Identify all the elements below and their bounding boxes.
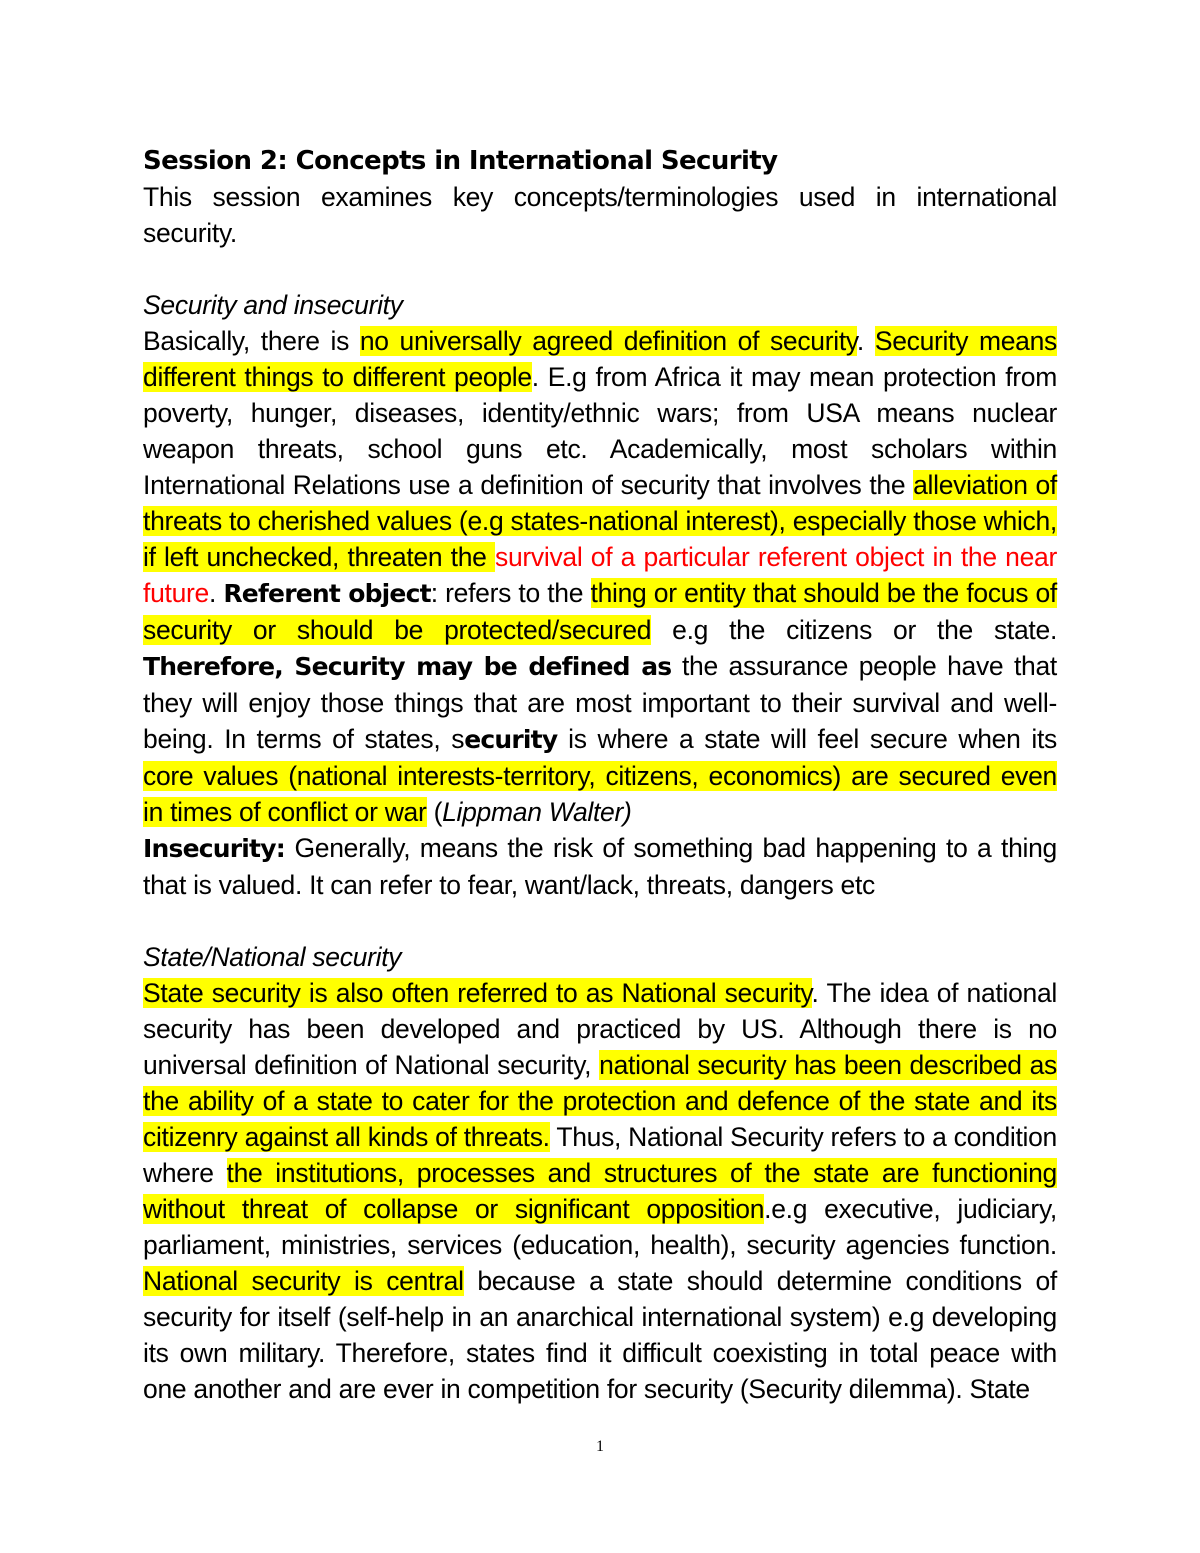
document-body (143, 143, 1057, 1407)
bold-term-security: ecurity (464, 725, 558, 754)
security-definition-paragraph (143, 323, 1057, 830)
highlighted-text: the institutions, processes and structures of the state are functioning without threat of collapse or significant opposition (143, 1158, 1057, 1224)
insecurity-paragraph (143, 830, 1057, 903)
highlighted-text: national security has been described as the ability of a state to cater for the protection and defence of the state and its citizenry against all kinds of threats. (143, 1050, 1057, 1152)
intro-paragraph: This session examines key concepts/terminologies used in international security. (143, 182, 1057, 248)
highlighted-text: thing or entity that should be the focus of security or should be protected/secured (143, 578, 1057, 645)
text-run: because a state should determine conditions of security for itself (self-help in an anarchical international system) e.g developing its own military. Therefore, states find it difficult coexisting in total peace with one another and are ever in competition for security (Security dilemma). State (143, 1266, 1057, 1404)
citation-text: Lippman Walter) (442, 797, 632, 827)
highlighted-text: alleviation of threats to cherished values (e.g states-national interest), especially those which, if left unchecked, threaten the (143, 470, 1057, 572)
national-security-paragraph (143, 975, 1057, 1407)
highlighted-text: Security means different things to different people (143, 326, 1057, 392)
bold-definition-lead: Therefore, Security may be defined as (143, 652, 672, 681)
bold-term-referent-object: Referent object (223, 579, 431, 608)
paragraph-spacer (143, 903, 1057, 939)
session-title: Session 2: Concepts in International Security (143, 146, 778, 176)
text-run: . (856, 326, 875, 356)
text-run: the assurance people have that they will enjoy those things that are most important to their survival and well-being. In terms of states, s (143, 651, 1057, 754)
highlighted-text: State security is also often referred to as National security (143, 978, 812, 1008)
text-run: Basically, there is (143, 326, 360, 356)
highlighted-text: core values (national interests-territory, citizens, economics) are secured even in times of conflict or war (143, 761, 1057, 827)
text-run: . E.g from Africa it may mean protection from poverty, hunger, diseases, identity/ethnic wars; from USA means nuclear weapon threats, school guns etc. Academically, most scholars within International Relations use a definition of security that involves the (143, 362, 1057, 500)
text-run: e.g the citizens or the state. (651, 615, 1058, 645)
section-heading-national-security: State/National security (143, 942, 402, 972)
text-run: : refers to the (430, 578, 591, 608)
text-run: ( (426, 797, 443, 827)
text-run: is where a state will feel secure when its (557, 724, 1057, 754)
text-run: .e.g executive, judiciary, parliament, ministries, services (education, health), security agencies function. (143, 1194, 1057, 1260)
text-run: Generally, means the risk of something bad happening to a thing that is valued. It can refer to fear, want/lack, threats, dangers etc (143, 833, 1057, 900)
paragraph-spacer (143, 251, 1057, 287)
highlighted-text: National security is central (143, 1266, 464, 1296)
red-emphasis-text: survival of a particular referent object in the near future (143, 542, 1057, 608)
text-run: . (208, 578, 224, 608)
text-run: . The idea of national security has been developed and practiced by US. Although there is no universal definition of National security, (143, 978, 1057, 1080)
highlighted-text: no universally agreed definition of security (359, 326, 857, 356)
page-number: 1 (596, 1438, 604, 1455)
section-heading-security: Security and insecurity (143, 290, 403, 320)
bold-term-insecurity: Insecurity: (143, 834, 285, 863)
text-run: Thus, National Security refers to a condition where (143, 1122, 1057, 1188)
